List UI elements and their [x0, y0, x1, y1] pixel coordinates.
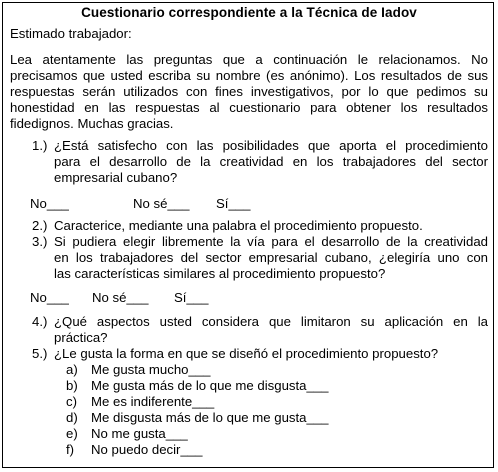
question-5-option-b[interactable]: Me gusta más de lo que me disgusta___ [91, 378, 329, 393]
question-5-option-e[interactable]: No me gusta___ [91, 426, 188, 441]
intro-line-3: respuestas serán utilizados con fines investigativos, por lo que pedimos su [10, 84, 488, 99]
question-5-option-a[interactable]: Me gusta mucho___ [91, 362, 211, 377]
question-4-line-1: ¿Qué aspectos usted considera que limitaron su aplicación en la [54, 314, 488, 329]
question-5-option-c[interactable]: Me es indiferente___ [91, 394, 215, 409]
question-1-option-si[interactable]: Sí___ [216, 196, 251, 211]
intro-line-5: fidedignos. Muchas gracias. [10, 116, 174, 131]
question-1-line-3: empresarial cubano? [54, 170, 178, 185]
question-1-line-1: ¿Está satisfecho con las posibilidades que aporta el procedimiento [54, 138, 488, 153]
question-5-option-d-letter: d) [66, 410, 78, 425]
question-3-option-si[interactable]: Sí___ [174, 290, 209, 305]
intro-line-4: honestidad en las respuestas al cuestionario para obtener los resultados [10, 100, 488, 115]
question-1-option-no-se[interactable]: No sé___ [133, 196, 190, 211]
question-4-number: 4.) [32, 314, 48, 329]
question-5-option-e-letter: e) [66, 426, 78, 441]
question-3-line-3: las características similares al procedimiento propuesto? [54, 266, 386, 281]
greeting: Estimado trabajador: [10, 26, 132, 41]
question-4-line-2: práctica? [54, 330, 108, 345]
question-5-option-c-letter: c) [66, 394, 77, 409]
question-3-line-2: en los trabajadores del sector empresarial cubano, ¿elegiría uno con [54, 250, 488, 265]
intro-line-2: precisamos que usted escriba su nombre (es anónimo). Los resultados de sus [10, 68, 488, 83]
question-3-number: 3.) [32, 234, 48, 249]
question-5-option-f-letter: f) [66, 442, 75, 457]
question-3-option-no[interactable]: No___ [30, 290, 69, 305]
question-3-option-no-se[interactable]: No sé___ [92, 290, 149, 305]
question-1-option-no[interactable]: No___ [30, 196, 69, 211]
question-5-text: ¿Le gusta la forma en que se diseñó el procedimiento propuesto? [54, 346, 439, 361]
question-3-line-1: Si pudiera elegir libremente la vía para el desarrollo de la creatividad [54, 234, 488, 249]
question-1-number: 1.) [32, 138, 48, 153]
question-5-option-a-letter: a) [66, 362, 78, 377]
intro-line-1: Lea atentamente las preguntas que a continuación le relacionamos. No [10, 52, 488, 67]
question-2-text: Caracterice, mediante una palabra el procedimiento propuesto. [54, 218, 423, 233]
question-5-number: 5.) [32, 346, 48, 361]
question-2-number: 2.) [32, 218, 48, 233]
question-5-option-b-letter: b) [66, 378, 78, 393]
document-title: Cuestionario correspondiente a la Técnica de Iadov [81, 5, 417, 20]
question-5-option-d[interactable]: Me disgusta más de lo que me gusta___ [91, 410, 329, 425]
question-1-line-2: para el desarrollo de la creatividad en los trabajadores del sector [54, 154, 488, 169]
question-5-option-f[interactable]: No puedo decir___ [91, 442, 203, 457]
